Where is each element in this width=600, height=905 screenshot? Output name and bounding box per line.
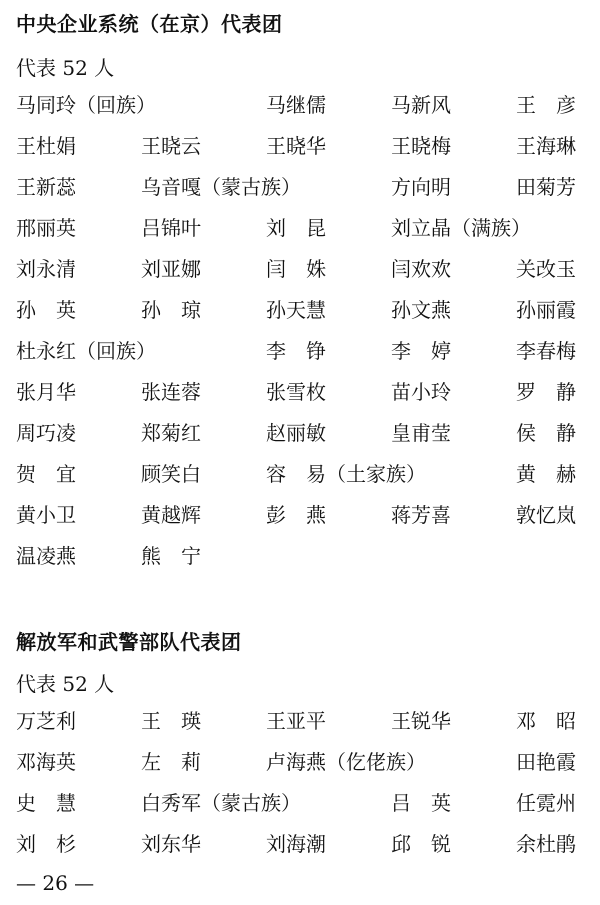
name-row <box>0 174 600 204</box>
delegate-name: 贺 宜 <box>16 462 76 486</box>
delegate-name: 孙丽霞 <box>516 298 576 322</box>
name-row <box>0 338 600 368</box>
delegate-name: 李 铮 <box>266 339 326 363</box>
name-row <box>0 708 600 738</box>
delegate-name: 任霓州 <box>516 791 576 815</box>
name-row <box>0 790 600 820</box>
delegate-name: 吕 英 <box>391 791 451 815</box>
name-row <box>0 420 600 450</box>
delegate-name: 郑菊红 <box>141 421 201 445</box>
delegate-name: 闫欢欢 <box>391 257 451 281</box>
delegate-name: 邱 锐 <box>391 832 451 856</box>
delegate-name: 王 彦 <box>516 93 576 117</box>
delegate-name: 侯 静 <box>516 421 576 445</box>
delegate-name: 刘东华 <box>141 832 201 856</box>
delegate-name: 余杜鹃 <box>516 832 576 856</box>
delegate-name: 蒋芳喜 <box>391 503 451 527</box>
section-count: 代表 52 人 <box>16 56 115 80</box>
delegate-name: 苗小玲 <box>391 380 451 404</box>
name-row <box>0 215 600 245</box>
delegate-name: 刘海潮 <box>266 832 326 856</box>
name-row <box>0 831 600 861</box>
delegate-name: 顾笑白 <box>141 462 201 486</box>
delegate-name: 马新风 <box>391 93 451 117</box>
delegate-name: 李春梅 <box>516 339 576 363</box>
delegate-name: 田艳霞 <box>516 750 576 774</box>
delegate-name: 王杜娟 <box>16 134 76 158</box>
name-row <box>0 502 600 532</box>
delegate-name: 方向明 <box>391 175 451 199</box>
delegate-name: 刘 昆 <box>266 216 326 240</box>
section-title: 解放军和武警部队代表团 <box>16 630 242 654</box>
delegate-name: 吕锦叶 <box>141 216 201 240</box>
delegate-name: 孙 英 <box>16 298 76 322</box>
delegate-name: 卢海燕（仡佬族） <box>266 750 426 774</box>
delegate-name: 王锐华 <box>391 709 451 733</box>
delegate-name: 王 瑛 <box>141 709 201 733</box>
delegate-name: 王亚平 <box>266 709 326 733</box>
delegate-name: 刘亚娜 <box>141 257 201 281</box>
delegate-name: 王晓华 <box>266 134 326 158</box>
delegate-name: 周巧凌 <box>16 421 76 445</box>
delegate-name: 张月华 <box>16 380 76 404</box>
delegate-name: 罗 静 <box>516 380 576 404</box>
section-count: 代表 52 人 <box>16 672 115 696</box>
delegate-name: 马继儒 <box>266 93 326 117</box>
delegate-name: 杜永红（回族） <box>16 339 156 363</box>
delegate-name: 黄越辉 <box>141 503 201 527</box>
delegate-name: 皇甫莹 <box>391 421 451 445</box>
delegate-name: 闫 姝 <box>266 257 326 281</box>
delegate-name: 黄 赫 <box>516 462 576 486</box>
delegate-name: 邓 昭 <box>516 709 576 733</box>
delegate-name: 容 易（土家族） <box>266 462 426 486</box>
delegate-name: 熊 宁 <box>141 544 201 568</box>
delegate-name: 刘立晶（满族） <box>391 216 531 240</box>
delegate-name: 李 婷 <box>391 339 451 363</box>
delegate-name: 邓海英 <box>16 750 76 774</box>
delegate-name: 张雪枚 <box>266 380 326 404</box>
delegate-name: 邢丽英 <box>16 216 76 240</box>
delegate-name: 王晓云 <box>141 134 201 158</box>
delegate-name: 彭 燕 <box>266 503 326 527</box>
page-number: — 26 — <box>16 871 95 895</box>
section-title: 中央企业系统（在京）代表团 <box>16 12 283 36</box>
delegate-name: 万芝利 <box>16 709 76 733</box>
delegate-name: 赵丽敏 <box>266 421 326 445</box>
delegate-name: 刘 杉 <box>16 832 76 856</box>
delegate-name: 敦忆岚 <box>516 503 576 527</box>
delegate-name: 张连蓉 <box>141 380 201 404</box>
delegate-name: 关改玉 <box>516 257 576 281</box>
delegate-name: 白秀军（蒙古族） <box>141 791 301 815</box>
delegate-name: 黄小卫 <box>16 503 76 527</box>
name-row <box>0 256 600 286</box>
delegate-name: 乌音嘎（蒙古族） <box>141 175 301 199</box>
name-row <box>0 297 600 327</box>
delegate-name: 王晓梅 <box>391 134 451 158</box>
delegate-name: 田菊芳 <box>516 175 576 199</box>
delegate-name: 孙文燕 <box>391 298 451 322</box>
name-row <box>0 379 600 409</box>
delegate-name: 史 慧 <box>16 791 76 815</box>
name-row <box>0 133 600 163</box>
delegate-name: 孙 琼 <box>141 298 201 322</box>
delegate-name: 马同玲（回族） <box>16 93 156 117</box>
delegate-name: 王海琳 <box>516 134 576 158</box>
name-row <box>0 92 600 122</box>
delegate-name: 孙天慧 <box>266 298 326 322</box>
name-row <box>0 543 600 573</box>
delegate-name: 温凌燕 <box>16 544 76 568</box>
delegate-name: 刘永清 <box>16 257 76 281</box>
delegate-name: 左 莉 <box>141 750 201 774</box>
name-row <box>0 749 600 779</box>
name-row <box>0 461 600 491</box>
delegate-name: 王新蕊 <box>16 175 76 199</box>
